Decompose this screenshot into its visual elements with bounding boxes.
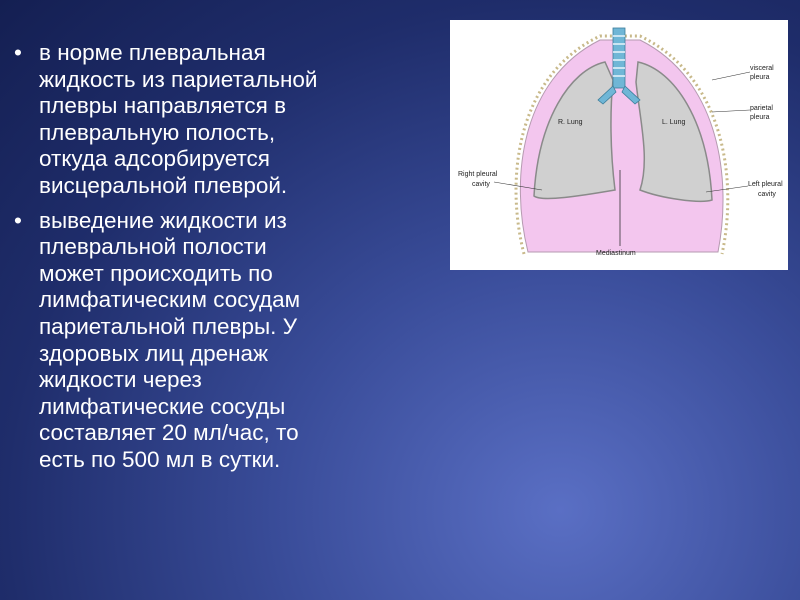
bullet-line: есть по 500 мл в сутки. (39, 446, 281, 472)
visceral-pleura-label: visceral (750, 65, 774, 72)
parietal-pleura-label: pleura (750, 114, 770, 121)
bullet-line: плевральной полости (39, 234, 267, 260)
pleura-diagram-svg (450, 20, 788, 270)
visceral-pleura-label: pleura (750, 74, 770, 81)
bullet-line: откуда адсорбируется (39, 146, 270, 172)
right-pleural-cavity-label: cavity (472, 181, 490, 188)
right-pleural-cavity-label: Right pleural (458, 171, 498, 178)
bullet-marker: • (14, 40, 22, 65)
parietal-leader (712, 110, 750, 112)
bullet-line: в норме плевральная (39, 40, 266, 65)
bullet-line: плевры направляется в (39, 93, 287, 119)
bullet-line: лимфатическим сосудам (39, 287, 301, 313)
bullet-line: лимфатические сосуды (39, 393, 286, 419)
visceral-leader (712, 72, 750, 80)
bullet-list (14, 40, 444, 482)
bullet-line: может происходить по (39, 260, 273, 286)
bullet-marker: • (14, 207, 22, 233)
bullet-line: плевральную полость, (39, 119, 276, 145)
left-pleural-cavity-label: cavity (758, 191, 776, 198)
left-pleural-cavity-label: Left pleural (748, 181, 783, 188)
bullet-item-2 (14, 208, 444, 474)
mediastinum-label: Mediastinum (596, 250, 636, 257)
r-lung-label: R. Lung (558, 119, 583, 126)
bullet-line: висцеральной плеврой. (39, 172, 288, 198)
bullet-line: выведение жидкости из (39, 207, 287, 233)
l-lung-label: L. Lung (662, 119, 686, 126)
bullet-line: жидкость из париетальной (39, 66, 318, 92)
bullet-line: составляет 20 мл/час, то (39, 420, 299, 446)
bullet-line: здоровых лиц дренаж (39, 340, 269, 366)
right-lung-shape (534, 62, 615, 198)
bullet-item-1 (14, 40, 444, 200)
bullet-line: париетальной плевры. У (39, 313, 297, 339)
bullet-line: жидкости через (39, 367, 202, 393)
pleura-diagram (450, 20, 788, 270)
parietal-pleura-label: parietal (750, 105, 773, 112)
